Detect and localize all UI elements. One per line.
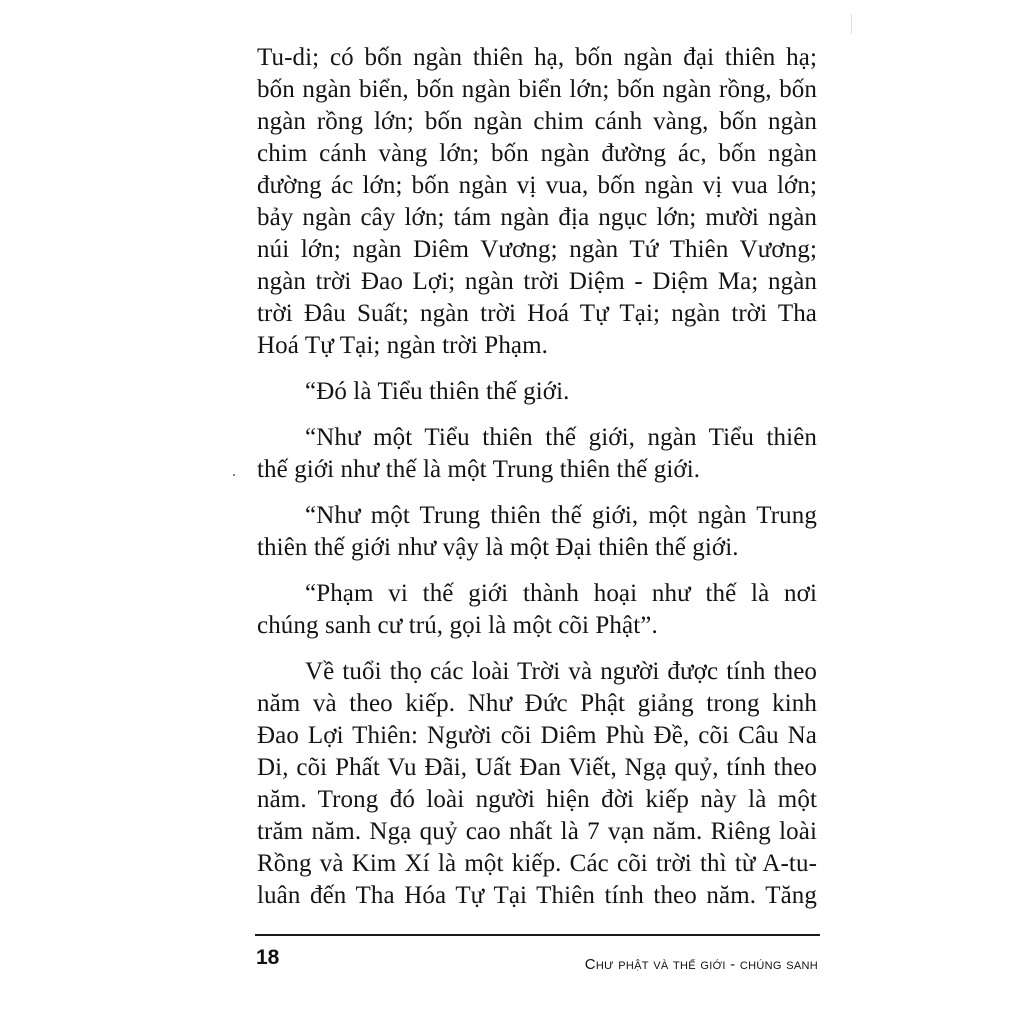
text-line: Rồng và Kim Xí là một kiếp. Các cõi trời thì từ A-tu- xyxy=(257,850,817,877)
text-line: luân đến Tha Hóa Tự Tại Thiên tính theo năm. Tăng xyxy=(257,882,817,909)
text-line: Di, cõi Phất Vu Đãi, Uất Đan Viết, Ngạ quỷ, tính theo xyxy=(257,754,817,781)
text-line: bảy ngàn cây lớn; tám ngàn địa ngục lớn; mười ngàn xyxy=(257,204,817,231)
text-line: năm và theo kiếp. Như Đức Phật giảng trong kinh xyxy=(257,690,817,717)
text-line: “Đó là Tiểu thiên thế giới. xyxy=(305,378,570,405)
body-text xyxy=(257,42,817,926)
margin-speck xyxy=(233,474,235,476)
text-line: ngàn trời Đao Lợi; ngàn trời Diệm - Diệm Ma; ngàn xyxy=(257,268,817,295)
text-line: Về tuổi thọ các loài Trời và người được tính theo xyxy=(305,658,817,685)
running-title: Chư phật và thế giới - chúng sanh xyxy=(584,956,818,973)
text-line: núi lớn; ngàn Diêm Vương; ngàn Tứ Thiên Vương; xyxy=(257,236,817,263)
text-line: “Phạm vi thế giới thành hoại như thế là nơi xyxy=(305,580,817,607)
text-line: thế giới như thế là một Trung thiên thế giới. xyxy=(257,456,701,483)
footer-rule xyxy=(255,934,820,936)
text-line: bốn ngàn biển, bốn ngàn biển lớn; bốn ngàn rồng, bốn xyxy=(257,76,817,103)
paragraph xyxy=(257,376,817,408)
text-line: “Như một Trung thiên thế giới, một ngàn Trung xyxy=(305,502,817,529)
text-line: chim cánh vàng lớn; bốn ngàn đường ác, bốn ngàn xyxy=(257,140,817,167)
paragraph xyxy=(257,422,817,486)
text-line: trăm năm. Ngạ quỷ cao nhất là 7 vạn năm. Riêng loài xyxy=(257,818,817,845)
text-line: thiên thế giới như vậy là một Đại thiên thế giới. xyxy=(257,534,739,561)
text-line: trời Đâu Suất; ngàn trời Hoá Tự Tại; ngàn trời Tha xyxy=(257,300,817,327)
paragraph xyxy=(257,656,817,912)
text-line: Tu-di; có bốn ngàn thiên hạ, bốn ngàn đại thiên hạ; xyxy=(257,44,817,71)
text-line: chúng sanh cư trú, gọi là một cõi Phật”. xyxy=(257,612,658,639)
page-number: 18 xyxy=(256,946,280,969)
text-line: đường ác lớn; bốn ngàn vị vua, bốn ngàn vị vua lớn; xyxy=(257,172,817,199)
text-line: năm. Trong đó loài người hiện đời kiếp này là một xyxy=(257,786,817,813)
paragraph xyxy=(257,500,817,564)
paragraph xyxy=(257,42,817,362)
text-line: Đao Lợi Thiên: Người cõi Diêm Phù Đề, cõi Câu Na xyxy=(257,722,817,749)
text-line: ngàn rồng lớn; bốn ngàn chim cánh vàng, bốn ngàn xyxy=(257,108,817,135)
scan-edge-mark xyxy=(851,14,852,34)
text-line: Hoá Tự Tại; ngàn trời Phạm. xyxy=(257,332,549,359)
paragraph xyxy=(257,578,817,642)
text-line: “Như một Tiểu thiên thế giới, ngàn Tiểu thiên xyxy=(305,424,817,451)
